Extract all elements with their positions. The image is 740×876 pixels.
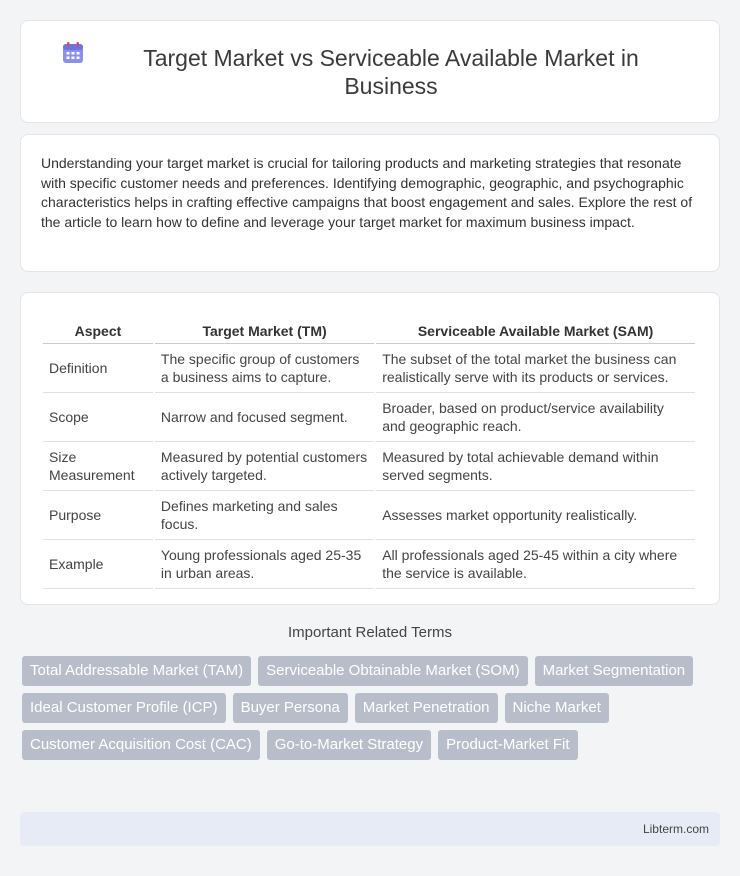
table-cell: All professionals aged 25-45 within a city where the service is available.	[376, 540, 695, 589]
table-cell: Young professionals aged 25-35 in urban areas.	[155, 540, 374, 589]
table-row	[43, 442, 695, 491]
header-aspect: Aspect	[43, 313, 153, 344]
table-cell: Purpose	[43, 491, 153, 540]
table-row	[43, 540, 695, 589]
intro-card	[20, 134, 720, 272]
calendar-icon	[60, 40, 86, 66]
page-title: Target Market vs Serviceable Available Market in Business	[143, 44, 639, 99]
table-cell: The subset of the total market the business can realistically serve with its products or services.	[376, 344, 695, 393]
table-cell: Definition	[43, 344, 153, 393]
table-cell: Broader, based on product/service availability and geographic reach.	[376, 393, 695, 442]
comparison-table-card	[20, 292, 720, 605]
related-terms-heading: Important Related Terms	[288, 624, 452, 641]
table-cell: The specific group of customers a business aims to capture.	[155, 344, 374, 393]
term-tag[interactable]: Buyer Persona	[233, 693, 348, 723]
table-cell: Example	[43, 540, 153, 589]
table-row	[43, 491, 695, 540]
table-cell: Assesses market opportunity realistically.	[376, 491, 695, 540]
table-row	[43, 393, 695, 442]
term-tag[interactable]: Product-Market Fit	[438, 730, 577, 760]
header-sam: Serviceable Available Market (SAM)	[376, 313, 695, 344]
table-row	[43, 344, 695, 393]
term-tag[interactable]: Niche Market	[505, 693, 609, 723]
intro-paragraph: Understanding your target market is crucial for tailoring products and marketing strategies that resonate with specific customer needs and preferences. Identifying demographic, geographic, and psychographic characteristics helps in crafting effective campaigns that boost engagement and sales. Explore the rest of the article to learn how to define and leverage your target market for maximum business impact.	[41, 155, 693, 231]
footer-brand-link[interactable]: Libterm.com	[642, 822, 709, 836]
term-tag[interactable]: Market Segmentation	[535, 656, 694, 686]
term-tag[interactable]: Serviceable Obtainable Market (SOM)	[258, 656, 527, 686]
table-cell: Narrow and focused segment.	[155, 393, 374, 442]
title-wrap	[60, 18, 680, 126]
footer	[20, 812, 720, 846]
table-header-row	[43, 313, 695, 344]
table-cell: Measured by total achievable demand within served segments.	[376, 442, 695, 491]
term-tag[interactable]: Go-to-Market Strategy	[267, 730, 431, 760]
related-terms-list	[22, 656, 718, 767]
title-card	[20, 20, 720, 123]
term-tag[interactable]: Ideal Customer Profile (ICP)	[22, 693, 226, 723]
comparison-table	[41, 313, 697, 589]
term-tag[interactable]: Total Addressable Market (TAM)	[22, 656, 251, 686]
table-cell: Measured by potential customers actively targeted.	[155, 442, 374, 491]
table-cell: Defines marketing and sales focus.	[155, 491, 374, 540]
table-cell: Scope	[43, 393, 153, 442]
table-cell: Size Measurement	[43, 442, 153, 491]
term-tag[interactable]: Market Penetration	[355, 693, 498, 723]
header-target-market: Target Market (TM)	[155, 313, 374, 344]
term-tag[interactable]: Customer Acquisition Cost (CAC)	[22, 730, 260, 760]
